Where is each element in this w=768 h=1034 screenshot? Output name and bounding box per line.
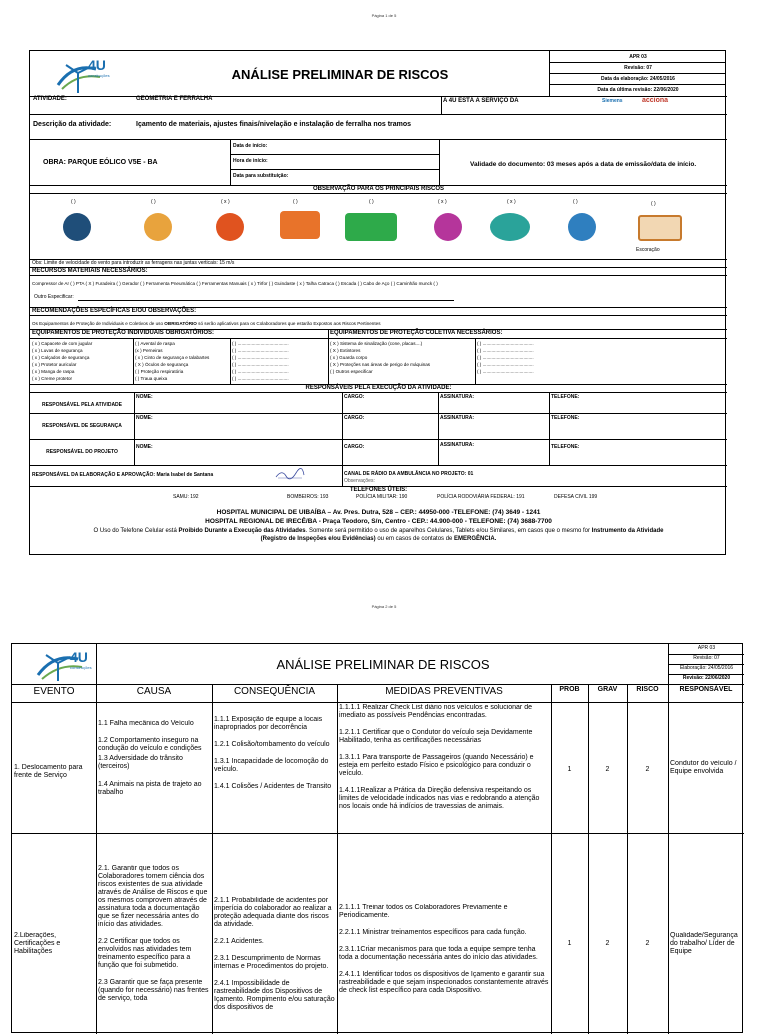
radio-observations: Observações: bbox=[344, 478, 375, 484]
page-number: Página 2 de 5 bbox=[371, 604, 397, 609]
epi-list-2: ( ) Avental de raspa (x ) Perneiras ( x ) Cinto de segurança e talabartes ( X ) Óculos de segurança ( ) Proteção respiratória ( ) Traua queixa bbox=[135, 341, 210, 381]
phone-field: TELEFONE: bbox=[551, 444, 580, 450]
last-revision-date: Revisão: 22/06/2020 bbox=[682, 675, 731, 681]
elaboration-date: Data da elaboração: 24/05/2016 bbox=[601, 76, 675, 82]
row-risco: 2 bbox=[645, 940, 650, 947]
logo-text: 4U bbox=[88, 57, 106, 73]
phone-policia-militar: POLÍCIA MILITAR: 190 bbox=[356, 494, 408, 500]
header-prob: PROB bbox=[559, 686, 580, 693]
elaboration-date: Elaboração: 24/05/2016 bbox=[679, 665, 734, 671]
logo-subtext: construções bbox=[88, 73, 110, 78]
activity-label: ATIVIDADE: bbox=[33, 96, 67, 102]
epi-list-3: ( ) ........................................ ( ) ........................................ ( ) ........................................ ( ) ........................................ ( ) ........................................ ( ) ........................................ bbox=[232, 341, 289, 381]
epc-list-1: ( X ) Sistema de sinalização (cone, placas....) ( X ) Extintores ( x ) Guarda corpo ( X ) Proteções nas áreas de perigo de máquinas ( ) Outros especificar bbox=[330, 341, 431, 374]
signature-field: ASSINATURA: bbox=[440, 415, 475, 421]
cargo-field: CARGO: bbox=[344, 394, 365, 400]
risk-mark: ( ) bbox=[369, 199, 374, 205]
start-hour-label: Hora de início: bbox=[233, 158, 268, 164]
revision: Revisão: 07 bbox=[693, 655, 720, 661]
phone-defesa-civil: DEFESA CIVIL 199 bbox=[554, 494, 598, 500]
row-causa: 2.1. Garantir que todos os Colaboradores tomem ciência dos riscos existentes de sua atividade através de Análise de Riscos e que os mesmos comprovem através de assinatura toda a documentação que se fizer necessária antes do início das atividades. 2.2 Certificar que todos os envolvidos nas atividades tem treinamento específico para a função que foi submetido. 2.3 Garantir que se faça presente (quando for necessário) nas frentes de serviço, toda bbox=[98, 865, 209, 1002]
barrier-icon bbox=[638, 215, 682, 241]
header-medidas: MEDIDAS PREVENTIVAS bbox=[385, 686, 503, 697]
client-logo-acciona: acciona bbox=[642, 97, 669, 104]
lifting-hook-icon bbox=[434, 213, 462, 241]
other-specify-label: Outro Especificar: bbox=[34, 294, 74, 300]
document-title: ANÁLISE PRELIMINAR DE RISCOS bbox=[231, 67, 449, 82]
obra-name: OBRA: PARQUE EÓLICO V5E - BA bbox=[43, 159, 158, 166]
header-grav: GRAV bbox=[597, 686, 618, 693]
emergency-exit-icon bbox=[345, 213, 397, 241]
row-grav: 2 bbox=[605, 940, 610, 947]
phone-field: TELEFONE: bbox=[551, 415, 580, 421]
name-field: NOME: bbox=[136, 394, 153, 400]
row-evento: 2.Liberações, Certificações e Habilitações bbox=[14, 932, 61, 955]
epi-list-1: ( x ) Capacete de com jugular ( x ) Luvas de segurança ( x ) Calçados de segurança ( x ) Protetor auricular ( x ) Manga de raspa ( x ) Creme protetor bbox=[32, 341, 93, 381]
row-evento: 1. Deslocamento para frente de Serviço bbox=[14, 764, 83, 779]
hospital-1: HOSPITAL MUNICIPAL DE UIBAÍBA – Av. Pres. Dutra, 528 – CEP.: 44950-000 -TELEFONE: (74) 3649 - 1241 bbox=[216, 509, 541, 516]
wind-limit-note: Obs: Limite de velocidade do vento para introduzir as ferragens nas juntas verticais: 15 m/s bbox=[32, 260, 235, 266]
row-consequencia: 1.1.1 Exposição de equipe a locais inapropriados por decorrência 1.2.1 Colisão/tombamento do veículo 1.3.1 Incapacidade de locomoção do veículo. 1.4.1 Colisões / Acidentes de Transito bbox=[214, 716, 332, 790]
phone-samu: SAMU: 192 bbox=[173, 494, 199, 500]
header-responsavel: RESPONSÁVEL bbox=[679, 686, 733, 693]
page-number: Página 1 de 5 bbox=[371, 13, 397, 18]
logo-subtext: construções bbox=[70, 665, 92, 670]
header-risco: RISCO bbox=[636, 686, 659, 693]
useful-phones-title: TELEFONES ÚTEIS: bbox=[349, 487, 408, 493]
suspended-load-icon bbox=[280, 211, 320, 239]
phone-field: TELEFONE: bbox=[551, 394, 580, 400]
row-consequencia: 2.1.1 Probabilidade de acidentes por imperícia do colaborador ao realizar a proteção adequada diante dos riscos da atividade. 2.2.1 Acidentes. 2.3.1 Descumprimento de Normas internas e Procedimentos do projeto. 2.4.1 Impossibilidade de rastreabilidade dos Dispositivos de Içamento. Rompimento e/ou saturação dos dispositivos de bbox=[214, 897, 335, 1011]
responsible-title: RESPONSÁVEIS PELA EXECUÇÃO DA ATIVIDADE: bbox=[305, 385, 452, 391]
risk-mark: ( ) bbox=[71, 199, 76, 205]
falling-objects-icon bbox=[63, 213, 91, 241]
cargo-field: CARGO: bbox=[344, 415, 365, 421]
validity-note: Validade do documento: 03 meses após a data de emissão/data de início. bbox=[470, 161, 697, 168]
elaboration-responsible: RESPONSÁVEL DA ELABORAÇÃO E APROVAÇÃO: Maria Isabel de Santana bbox=[32, 472, 214, 478]
activity-value: GEOMETRIA E FERRALHA bbox=[136, 96, 213, 102]
header-causa: CAUSA bbox=[136, 686, 172, 697]
responsible-role: RESPONSÁVEL DO PROJETO bbox=[46, 449, 118, 455]
apr-code: APR 03 bbox=[697, 645, 716, 651]
fire-risk-icon bbox=[216, 213, 244, 241]
observation-title: OBSERVAÇÃO PARA OS PRINCIPAIS RISCOS bbox=[312, 186, 445, 192]
row-risco: 2 bbox=[645, 766, 650, 773]
header-consequencia: CONSEQUÊNCIA bbox=[233, 686, 316, 697]
row-prob: 1 bbox=[567, 940, 572, 947]
risk-mark: ( x ) bbox=[438, 199, 447, 205]
row-responsavel: Qualidade/Segurança do trabalho/ Líder de Equipe bbox=[670, 932, 738, 955]
row-medidas: 2.1.1.1 Treinar todos os Colaboradores Previamente e Periodicamente. 2.2.1.1 Ministrar treinamentos específicos para cada função. 2.3.1.1Criar mecanismos para que toda a equipe sempre tenha toda a documentação necessária antes do início das atividades. 2.4.1.1 Identificar todos os dispositivos de Içamento e garantir sua rastreabilidade e que sejam inspecionados constantemente através de check list específico para cada Dispositivo. bbox=[339, 904, 549, 994]
risk-mark: ( x ) bbox=[221, 199, 230, 205]
document-title: ANÁLISE PRELIMINAR DE RISCOS bbox=[276, 657, 490, 672]
substitution-date-label: Data para substituição: bbox=[233, 173, 289, 179]
hospital-2: HOSPITAL REGIONAL DE IRECÊ/BA - Praça Teodoro, S/n, Centro - CEP.: 44.900-000 - TELEFONE: (74) 3688-7700 bbox=[205, 518, 552, 525]
responsible-role: RESPONSÁVEL DE SEGURANÇA bbox=[42, 423, 122, 429]
materials-title: RECURSOS MATERIAIS NECESSÁRIOS: bbox=[32, 268, 148, 274]
client-logo-siemens: Siemens bbox=[602, 98, 623, 104]
signature-field: ASSINATURA: bbox=[440, 394, 475, 400]
cargo-field: CARGO: bbox=[344, 444, 365, 450]
rigging-icon bbox=[490, 213, 530, 241]
epc-list-2: ( ) ........................................ ( ) ........................................ ( ) ........................................ ( ) ........................................ ( ) ........................................ bbox=[477, 341, 534, 374]
apr-code: APR 03 bbox=[629, 54, 647, 60]
recommendations-title: RECOMENDAÇÕES ESPECÍFICAS E/OU OBSERVAÇÕES: bbox=[32, 308, 197, 314]
hot-work-icon bbox=[144, 213, 172, 241]
responsible-role: RESPONSÁVEL PELA ATIVIDADE bbox=[41, 402, 122, 408]
service-label: A 4U ESTÁ A SERVIÇO DA bbox=[443, 98, 519, 104]
epi-title: EQUIPAMENTOS DE PROTEÇÃO INDIVIDUAIS OBRIGATÓRIOS: bbox=[32, 330, 215, 336]
last-revision-date: Data da última revisão: 22/06/2020 bbox=[597, 87, 679, 93]
phone-bombeiros: BOMBEIROS: 193 bbox=[287, 494, 329, 500]
row-grav: 2 bbox=[605, 766, 610, 773]
row-responsavel: Condutor do veículo / Equipe envolvida bbox=[670, 760, 737, 775]
phone-prf: POLÍCIA RODOVIÁRIA FEDERAL: 191 bbox=[437, 494, 525, 500]
name-field: NOME: bbox=[136, 444, 153, 450]
risk-mark: ( ) bbox=[151, 199, 156, 205]
phone-usage-notice: O Uso do Telefone Celular está Proibido Durante a Execução das Atividades. Somente será permitido o uso de aparelhos Celulares, Tablets e/ou Similares, em casos que o mesmo for Instrumento da Atividade (Registro de Inspeções e/ou Evidências) ou em casos de contatos de EMERGÊNCIA. bbox=[93, 528, 664, 542]
epc-title: EQUIPAMENTOS DE PROTEÇÃO COLETIVA NECESSÁRIOS: bbox=[330, 330, 503, 336]
risk-mark: ( ) bbox=[293, 199, 298, 205]
logo-text: 4U bbox=[70, 649, 88, 665]
risk-mark: ( ) bbox=[651, 201, 656, 207]
description-value: Içamento de materiais, ajustes finais/nivelação e instalação de ferralha nos tramos bbox=[136, 121, 412, 128]
radio-channel: CANAL DE RÁDIO DA AMBULÂNCIA NO PROJETO: 01 bbox=[344, 471, 474, 477]
header-evento: EVENTO bbox=[33, 686, 75, 697]
row-medidas: 1.1.1.1 Realizar Check List diário nos veículos e solucionar de imediato as possíveis Pendências encontradas. 1.2.1.1 Certificar que o Condutor do veículo seja Devidamente Habilitado, tenha as certificações necessárias 1.3.1.1 Para transporte de Passageiros (quando Necessário) e esteja em perfeito estado Físico e psicológico para conduzir o veículo. 1.4.1.1Realizar a Prática da Direção defensiva respeitando os limites de velocidade indicados nas vias e redobrando a atenção nos locais onde há indícios de travessias de animais. bbox=[339, 704, 540, 810]
materials-list: Compressor de Ar ( ) PTA ( X ) Furadeira ( ) Gerador ( ) Ferramenta Pneumática ( ) Ferramentas Manuais ( x ) Tirfor ( ) Guindaste ( x ) Talha Catraca ( ) Escada ( ) Cabo de Aço ( ) Caminhão munck ( ) bbox=[32, 281, 438, 286]
row-prob: 1 bbox=[567, 766, 572, 773]
signature-image bbox=[274, 467, 306, 481]
recommendations-text: Os Equipamentos de Proteção de Individuais e Coletivos de uso OBRIGATÓRIO só serão aplicativos para os Colaboradores que estarão Expostos aos Riscos Pertinentes bbox=[32, 321, 381, 326]
risk-label: Escoração bbox=[636, 247, 660, 253]
name-field: NOME: bbox=[136, 415, 153, 421]
revision: Revisão: 07 bbox=[624, 65, 652, 71]
risk-mark: ( ) bbox=[573, 199, 578, 205]
no-access-icon bbox=[568, 213, 596, 241]
description-label: Descrição da atividade: bbox=[33, 121, 112, 128]
apr-form-page-1 bbox=[29, 50, 726, 555]
row-causa: 1.1 Falha mecânica do Veículo 1.2 Comportamento inseguro na condução do veículo e condições 1.3 Adversidade do trânsito (terceiros) 1.4 Animais na pista de trajeto ao trabalho bbox=[98, 720, 202, 796]
risk-mark: ( x ) bbox=[507, 199, 516, 205]
apr-table-page-2 bbox=[11, 643, 743, 1033]
signature-field: ASSINATURA: bbox=[440, 442, 475, 448]
start-date-label: Data de início: bbox=[233, 143, 268, 149]
